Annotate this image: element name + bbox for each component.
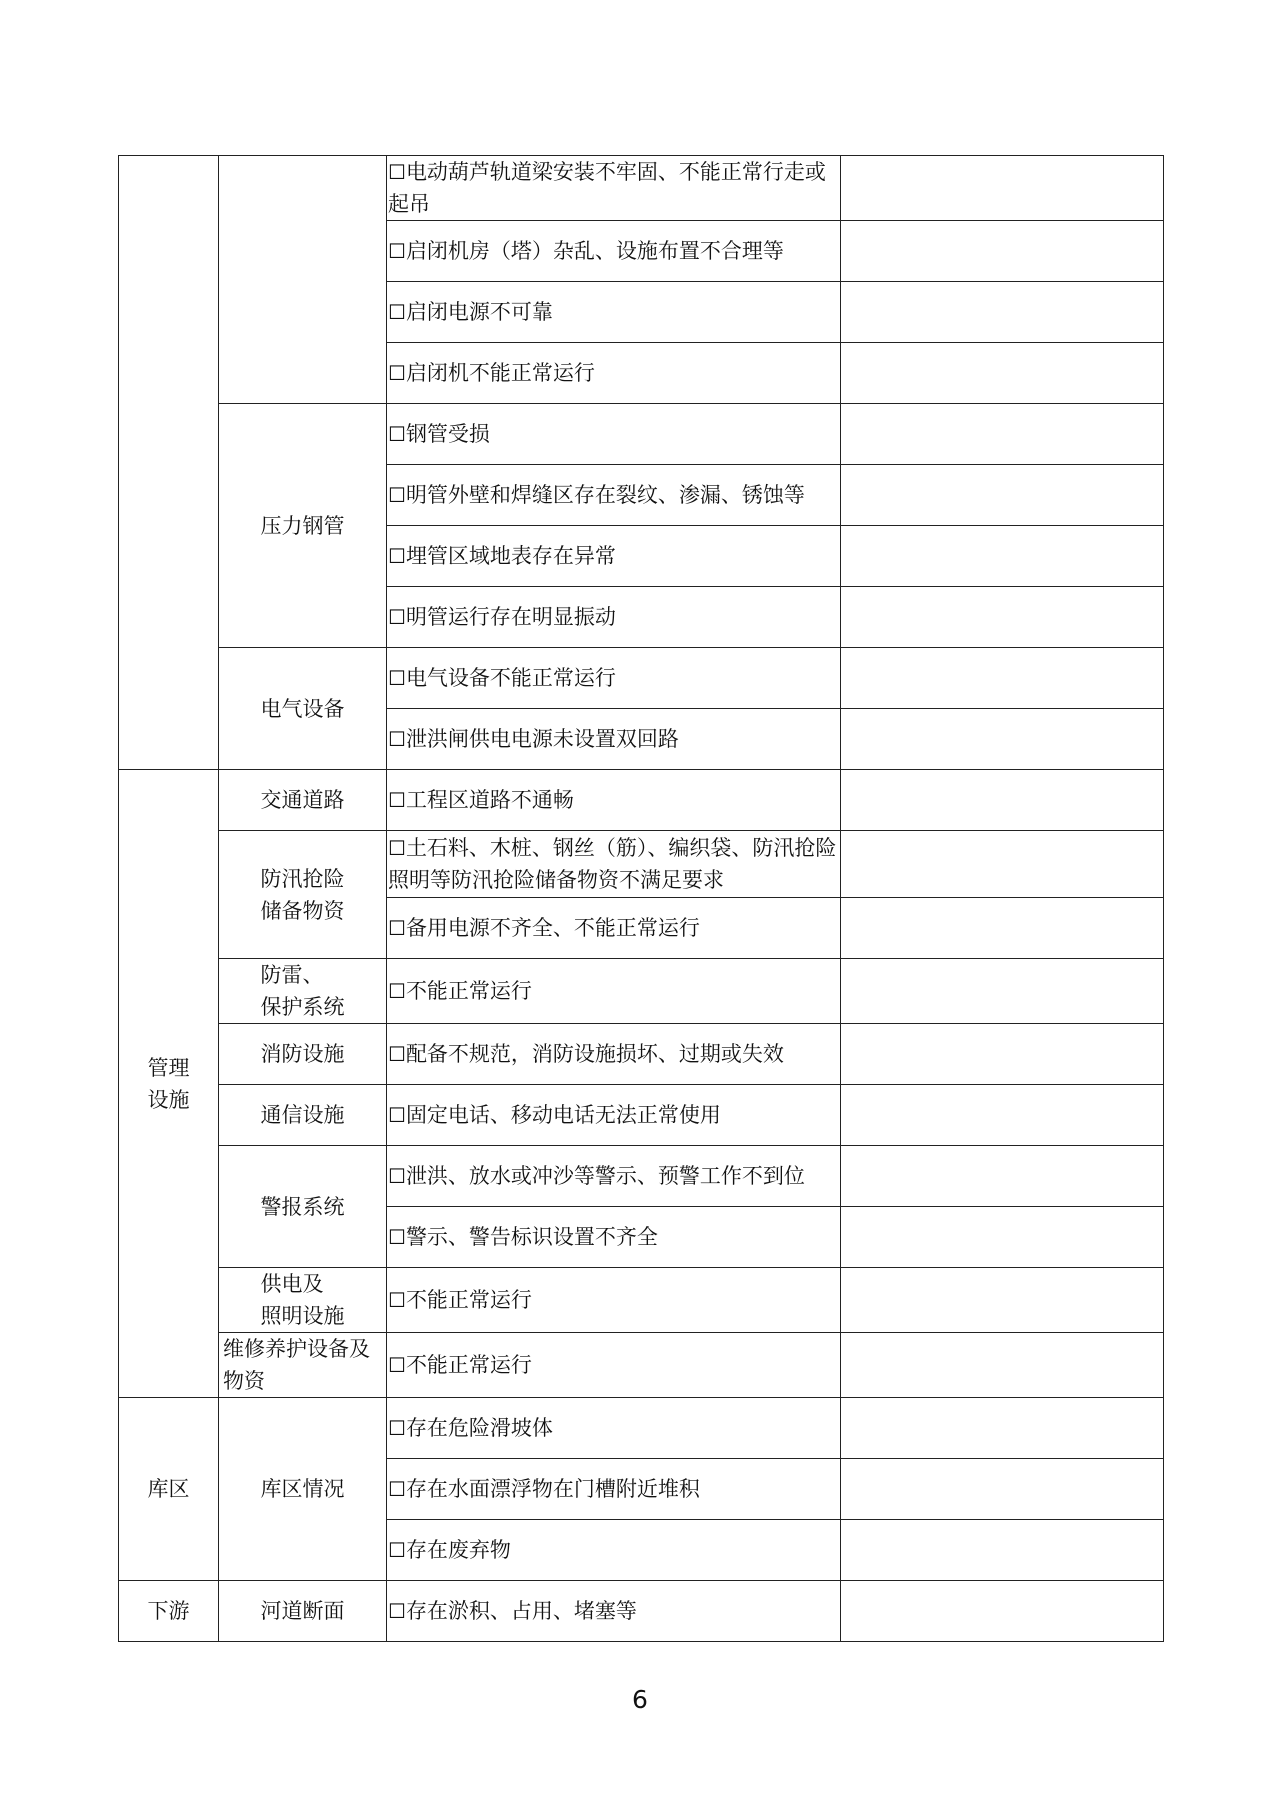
checkbox-icon[interactable]: ☐: [388, 160, 406, 184]
result-cell: [841, 1268, 1164, 1333]
result-cell: [841, 221, 1164, 282]
checkbox-icon[interactable]: ☐: [388, 1103, 406, 1127]
result-cell: [841, 1333, 1164, 1398]
result-cell: [841, 1207, 1164, 1268]
checkbox-icon[interactable]: ☐: [388, 836, 406, 860]
result-cell: [841, 1085, 1164, 1146]
table-row: [119, 959, 1164, 1024]
subcategory-cell: 通信设施: [219, 1085, 387, 1146]
item-cell: ☐明管外壁和焊缝区存在裂纹、渗漏、锈蚀等: [387, 465, 841, 526]
checkbox-icon[interactable]: ☐: [388, 361, 406, 385]
result-cell: [841, 959, 1164, 1024]
item-cell: ☐埋管区域地表存在异常: [387, 526, 841, 587]
item-cell: ☐启闭机不能正常运行: [387, 343, 841, 404]
table-row: [119, 1398, 1164, 1459]
table-row: [119, 404, 1164, 465]
item-cell: ☐存在危险滑坡体: [387, 1398, 841, 1459]
item-cell: ☐钢管受损: [387, 404, 841, 465]
result-cell: [841, 1024, 1164, 1085]
result-cell: [841, 1581, 1164, 1642]
result-cell: [841, 831, 1164, 898]
table-row: [119, 831, 1164, 898]
result-cell: [841, 709, 1164, 770]
result-cell: [841, 770, 1164, 831]
subcategory-cell: 库区情况: [219, 1398, 387, 1581]
result-cell: [841, 898, 1164, 959]
checkbox-icon[interactable]: ☐: [388, 1042, 406, 1066]
item-cell: ☐泄洪闸供电电源未设置双回路: [387, 709, 841, 770]
result-cell: [841, 343, 1164, 404]
subcategory-cell: 防雷、 保护系统: [219, 959, 387, 1024]
subcategory-cell: 防汛抢险 储备物资: [219, 831, 387, 959]
item-cell: ☐配备不规范，消防设施损坏、过期或失效: [387, 1024, 841, 1085]
subcategory-cell: 维修养护设备及物资: [219, 1333, 387, 1398]
item-cell: ☐明管运行存在明显振动: [387, 587, 841, 648]
item-cell: ☐电动葫芦轨道梁安装不牢固、不能正常行走或起吊: [387, 156, 841, 221]
result-cell: [841, 648, 1164, 709]
table-row: [119, 648, 1164, 709]
item-cell: ☐不能正常运行: [387, 1268, 841, 1333]
category-cell: [119, 156, 219, 770]
checkbox-icon[interactable]: ☐: [388, 1477, 406, 1501]
subcategory-cell: 河道断面: [219, 1581, 387, 1642]
item-cell: ☐不能正常运行: [387, 1333, 841, 1398]
item-cell: ☐存在水面漂浮物在门槽附近堆积: [387, 1459, 841, 1520]
subcategory-cell: 压力钢管: [219, 404, 387, 648]
checkbox-icon[interactable]: ☐: [388, 239, 406, 263]
item-cell: ☐固定电话、移动电话无法正常使用: [387, 1085, 841, 1146]
checkbox-icon[interactable]: ☐: [388, 1538, 406, 1562]
checkbox-icon[interactable]: ☐: [388, 666, 406, 690]
category-cell: 管理 设施: [119, 770, 219, 1398]
item-cell: ☐泄洪、放水或冲沙等警示、预警工作不到位: [387, 1146, 841, 1207]
checkbox-icon[interactable]: ☐: [388, 483, 406, 507]
checkbox-icon[interactable]: ☐: [388, 1164, 406, 1188]
result-cell: [841, 156, 1164, 221]
item-cell: ☐存在废弃物: [387, 1520, 841, 1581]
table-row: [119, 1146, 1164, 1207]
result-cell: [841, 465, 1164, 526]
item-cell: ☐存在淤积、占用、堵塞等: [387, 1581, 841, 1642]
table-row: [119, 1085, 1164, 1146]
category-cell: 库区: [119, 1398, 219, 1581]
table-row: [119, 1333, 1164, 1398]
table-row: [119, 156, 1164, 221]
checkbox-icon[interactable]: ☐: [388, 544, 406, 568]
result-cell: [841, 1398, 1164, 1459]
table-row: [119, 1581, 1164, 1642]
result-cell: [841, 404, 1164, 465]
checkbox-icon[interactable]: ☐: [388, 916, 406, 940]
checkbox-icon[interactable]: ☐: [388, 1416, 406, 1440]
item-cell: ☐电气设备不能正常运行: [387, 648, 841, 709]
table-row: [119, 1268, 1164, 1333]
checkbox-icon[interactable]: ☐: [388, 300, 406, 324]
table-row: [119, 1024, 1164, 1085]
item-cell: ☐土石料、木桩、钢丝（筋）、编织袋、防汛抢险照明等防汛抢险储备物资不满足要求: [387, 831, 841, 898]
result-cell: [841, 1520, 1164, 1581]
item-cell: ☐备用电源不齐全、不能正常运行: [387, 898, 841, 959]
item-cell: ☐工程区道路不通畅: [387, 770, 841, 831]
item-cell: ☐不能正常运行: [387, 959, 841, 1024]
item-cell: ☐启闭机房（塔）杂乱、设施布置不合理等: [387, 221, 841, 282]
checkbox-icon[interactable]: ☐: [388, 1353, 406, 1377]
checkbox-icon[interactable]: ☐: [388, 979, 406, 1003]
checkbox-icon[interactable]: ☐: [388, 1599, 406, 1623]
subcategory-cell: 警报系统: [219, 1146, 387, 1268]
checkbox-icon[interactable]: ☐: [388, 727, 406, 751]
subcategory-cell: 交通道路: [219, 770, 387, 831]
inspection-checklist-table: [118, 155, 1164, 1642]
checkbox-icon[interactable]: ☐: [388, 605, 406, 629]
result-cell: [841, 526, 1164, 587]
result-cell: [841, 282, 1164, 343]
subcategory-cell: 供电及 照明设施: [219, 1268, 387, 1333]
page-number: 6: [632, 1685, 648, 1714]
checkbox-icon[interactable]: ☐: [388, 1288, 406, 1312]
subcategory-cell: 电气设备: [219, 648, 387, 770]
checkbox-icon[interactable]: ☐: [388, 788, 406, 812]
result-cell: [841, 587, 1164, 648]
result-cell: [841, 1459, 1164, 1520]
checkbox-icon[interactable]: ☐: [388, 1225, 406, 1249]
item-cell: ☐警示、警告标识设置不齐全: [387, 1207, 841, 1268]
table-row: [119, 770, 1164, 831]
checkbox-icon[interactable]: ☐: [388, 422, 406, 446]
item-cell: ☐启闭电源不可靠: [387, 282, 841, 343]
subcategory-cell: [219, 156, 387, 404]
subcategory-cell: 消防设施: [219, 1024, 387, 1085]
result-cell: [841, 1146, 1164, 1207]
category-cell: 下游: [119, 1581, 219, 1642]
